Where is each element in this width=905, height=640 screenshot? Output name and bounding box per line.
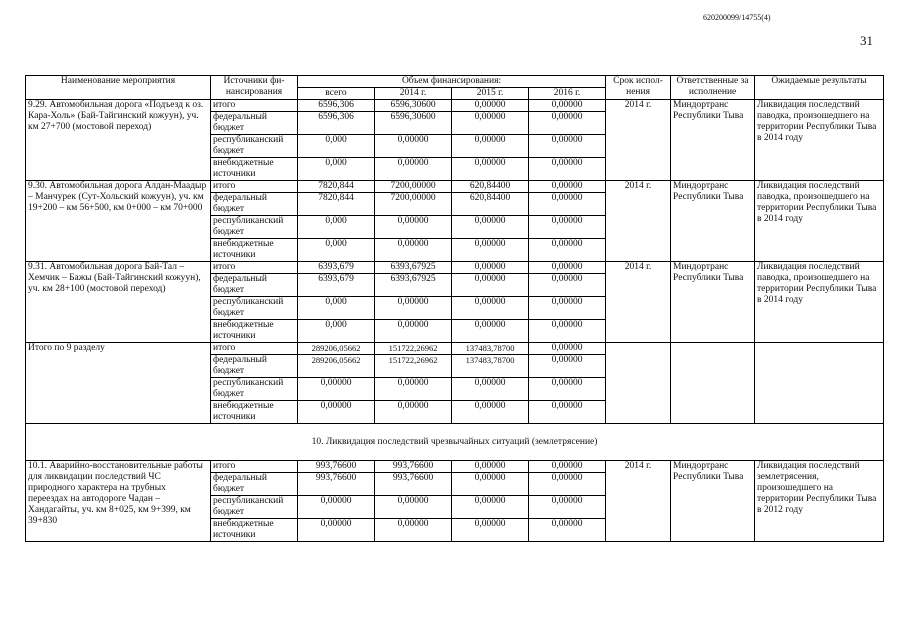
- value-total: 0,00000: [298, 401, 375, 424]
- funding-source: республиканский бюджет: [211, 216, 298, 239]
- value-total: 0,000: [298, 135, 375, 158]
- expected-result: Ликвидация последствий паводка, произошедшего на территории Республики Тыва в 2014 году: [755, 100, 884, 181]
- value-total: 6393,679: [298, 262, 375, 274]
- financing-table: [25, 75, 884, 542]
- header-2014: 2014 г.: [375, 88, 452, 100]
- activity-name: 9.31. Автомобильная дорога Бай-Тал – Хемчик – Бажы (Бай-Тайгинский кожуун), уч. км 28+100 (мостовой переход): [26, 262, 211, 343]
- value-2014: 0,00000: [375, 496, 452, 519]
- value-total: 6393,679: [298, 274, 375, 297]
- value-total: 289206,05662: [298, 343, 375, 355]
- funding-source: федеральный бюджет: [211, 473, 298, 496]
- value-2014: 6596,30600: [375, 112, 452, 135]
- responsible: Миндортранс Республики Тыва: [671, 461, 755, 542]
- value-total: 0,000: [298, 216, 375, 239]
- value-2014: 0,00000: [375, 135, 452, 158]
- value-2016: 0,00000: [529, 519, 606, 542]
- page-number: 31: [860, 33, 873, 48]
- expected-result: Ликвидация последствий паводка, произошедшего на территории Республики Тыва в 2014 году: [755, 181, 884, 262]
- value-2014: 6393,67925: [375, 274, 452, 297]
- header-name: Наименование мероприятия: [26, 76, 211, 100]
- responsible: Миндортранс Республики Тыва: [671, 100, 755, 181]
- activity-name: 9.30. Автомобильная дорога Алдан-Маадыр – Манчурек (Сут-Хольский кожуун), уч. км 19+200 – км 56+500, км 0+000 – км 70+000: [26, 181, 211, 262]
- value-2016: 0,00000: [529, 158, 606, 181]
- value-total: 7820,844: [298, 193, 375, 216]
- responsible: Миндортранс Республики Тыва: [671, 181, 755, 262]
- value-total: 289206,05662: [298, 355, 375, 378]
- funding-source: федеральный бюджет: [211, 355, 298, 378]
- value-2015: 0,00000: [452, 216, 529, 239]
- table-body-section-10: [26, 461, 884, 542]
- funding-source: республиканский бюджет: [211, 297, 298, 320]
- table-row: [26, 343, 884, 355]
- value-2014: 0,00000: [375, 320, 452, 343]
- value-2016: 0,00000: [529, 378, 606, 401]
- value-2016: 0,00000: [529, 274, 606, 297]
- value-total: 993,76600: [298, 473, 375, 496]
- value-2016: 0,00000: [529, 239, 606, 262]
- funding-source: федеральный бюджет: [211, 193, 298, 216]
- activity-name: 10.1. Аварийно-восстановительные работы для ликвидации последствий ЧС природного характера на трубных переездах на автодороге Чадан – Хандагайты, уч. км 8+025, км 9+399, км 39+830: [26, 461, 211, 542]
- funding-source: итого: [211, 181, 298, 193]
- value-total: 993,76600: [298, 461, 375, 473]
- funding-source: внебюджетные источники: [211, 401, 298, 424]
- value-2014: 7200,00000: [375, 181, 452, 193]
- deadline: [606, 343, 671, 424]
- header-2016: 2016 г.: [529, 88, 606, 100]
- section-title-row: [26, 424, 884, 461]
- value-2014: 151722,26962: [375, 355, 452, 378]
- value-2016: 0,00000: [529, 100, 606, 112]
- document-number: 620200099/14755(4): [703, 13, 771, 22]
- funding-source: итого: [211, 461, 298, 473]
- value-2015: 0,00000: [452, 262, 529, 274]
- funding-source: итого: [211, 262, 298, 274]
- funding-source: федеральный бюджет: [211, 274, 298, 297]
- expected-result: Ликвидация последствий паводка, произошедшего на территории Республики Тыва в 2014 году: [755, 262, 884, 343]
- value-total: 0,00000: [298, 496, 375, 519]
- value-total: 6596,306: [298, 112, 375, 135]
- responsible: Миндортранс Республики Тыва: [671, 262, 755, 343]
- value-total: 7820,844: [298, 181, 375, 193]
- funding-source: республиканский бюджет: [211, 135, 298, 158]
- table-body-section-9: [26, 100, 884, 424]
- section-title: 10. Ликвидация последствий чрезвычайных ситуаций (землетрясение): [26, 424, 884, 461]
- value-2015: 620,84400: [452, 181, 529, 193]
- value-2014: 6393,67925: [375, 262, 452, 274]
- value-2016: 0,00000: [529, 262, 606, 274]
- funding-source: республиканский бюджет: [211, 378, 298, 401]
- deadline: 2014 г.: [606, 461, 671, 542]
- value-2014: 0,00000: [375, 297, 452, 320]
- value-total: 0,00000: [298, 519, 375, 542]
- funding-source: итого: [211, 100, 298, 112]
- value-2016: 0,00000: [529, 401, 606, 424]
- value-2015: 0,00000: [452, 496, 529, 519]
- value-2015: 0,00000: [452, 158, 529, 181]
- value-2015: 137483,78700: [452, 355, 529, 378]
- header-row: [26, 76, 884, 88]
- table-row: [26, 181, 884, 193]
- value-2016: 0,00000: [529, 112, 606, 135]
- value-2014: 993,76600: [375, 473, 452, 496]
- header-2015: 2015 г.: [452, 88, 529, 100]
- header-volume: Объем финансирования:: [298, 76, 606, 88]
- value-2016: 0,00000: [529, 181, 606, 193]
- value-total: 0,000: [298, 320, 375, 343]
- value-2015: 0,00000: [452, 112, 529, 135]
- expected-result: Ликвидация последствий землетрясения, произошедшего на территории Республики Тыва в 2012 году: [755, 461, 884, 542]
- value-2015: 0,00000: [452, 401, 529, 424]
- section-10-header: [26, 424, 884, 461]
- header-deadline: Срок испол-нения: [606, 76, 671, 100]
- value-2014: 0,00000: [375, 239, 452, 262]
- value-2015: 137483,78700: [452, 343, 529, 355]
- deadline: 2014 г.: [606, 100, 671, 181]
- deadline: 2014 г.: [606, 181, 671, 262]
- activity-name: 9.29. Автомобильная дорога «Подъезд к оз. Кара-Холь» (Бай-Тайгинский кожуун), уч. км 27+700 (мостовой переход): [26, 100, 211, 181]
- value-2015: 0,00000: [452, 239, 529, 262]
- value-2016: 0,00000: [529, 461, 606, 473]
- table-row: [26, 461, 884, 473]
- value-2016: 0,00000: [529, 343, 606, 355]
- value-2015: 0,00000: [452, 519, 529, 542]
- value-total: 0,00000: [298, 378, 375, 401]
- value-2016: 0,00000: [529, 320, 606, 343]
- funding-source: внебюджетные источники: [211, 239, 298, 262]
- table-row: [26, 100, 884, 112]
- header-total: всего: [298, 88, 375, 100]
- value-2014: 0,00000: [375, 378, 452, 401]
- value-2014: 0,00000: [375, 158, 452, 181]
- value-2015: 0,00000: [452, 320, 529, 343]
- funding-source: республиканский бюджет: [211, 496, 298, 519]
- value-2015: 0,00000: [452, 100, 529, 112]
- value-2016: 0,00000: [529, 473, 606, 496]
- funding-source: итого: [211, 343, 298, 355]
- value-2014: 0,00000: [375, 401, 452, 424]
- funding-source: внебюджетные источники: [211, 519, 298, 542]
- funding-source: внебюджетные источники: [211, 320, 298, 343]
- expected-result: [755, 343, 884, 424]
- value-2015: 0,00000: [452, 473, 529, 496]
- value-2014: 993,76600: [375, 461, 452, 473]
- value-2015: 0,00000: [452, 297, 529, 320]
- header-results: Ожидаемые результаты: [755, 76, 884, 100]
- value-2015: 0,00000: [452, 135, 529, 158]
- value-2016: 0,00000: [529, 297, 606, 320]
- funding-source: федеральный бюджет: [211, 112, 298, 135]
- value-total: 0,000: [298, 158, 375, 181]
- value-2014: 151722,26962: [375, 343, 452, 355]
- value-total: 0,000: [298, 239, 375, 262]
- value-2016: 0,00000: [529, 216, 606, 239]
- value-2015: 0,00000: [452, 461, 529, 473]
- value-2014: 0,00000: [375, 216, 452, 239]
- activity-name: Итого по 9 разделу: [26, 343, 211, 424]
- value-2015: 0,00000: [452, 274, 529, 297]
- value-2015: 0,00000: [452, 378, 529, 401]
- funding-source: внебюджетные источники: [211, 158, 298, 181]
- value-2015: 620,84400: [452, 193, 529, 216]
- header-responsible: Ответственные за исполнение: [671, 76, 755, 100]
- deadline: 2014 г.: [606, 262, 671, 343]
- header-sources: Источники фи-нансирования: [211, 76, 298, 100]
- value-2014: 6596,30600: [375, 100, 452, 112]
- table-row: [26, 262, 884, 274]
- value-2016: 0,00000: [529, 355, 606, 378]
- value-2014: 7200,00000: [375, 193, 452, 216]
- value-2016: 0,00000: [529, 193, 606, 216]
- value-2016: 0,00000: [529, 135, 606, 158]
- value-total: 0,000: [298, 297, 375, 320]
- value-2014: 0,00000: [375, 519, 452, 542]
- value-total: 6596,306: [298, 100, 375, 112]
- responsible: [671, 343, 755, 424]
- value-2016: 0,00000: [529, 496, 606, 519]
